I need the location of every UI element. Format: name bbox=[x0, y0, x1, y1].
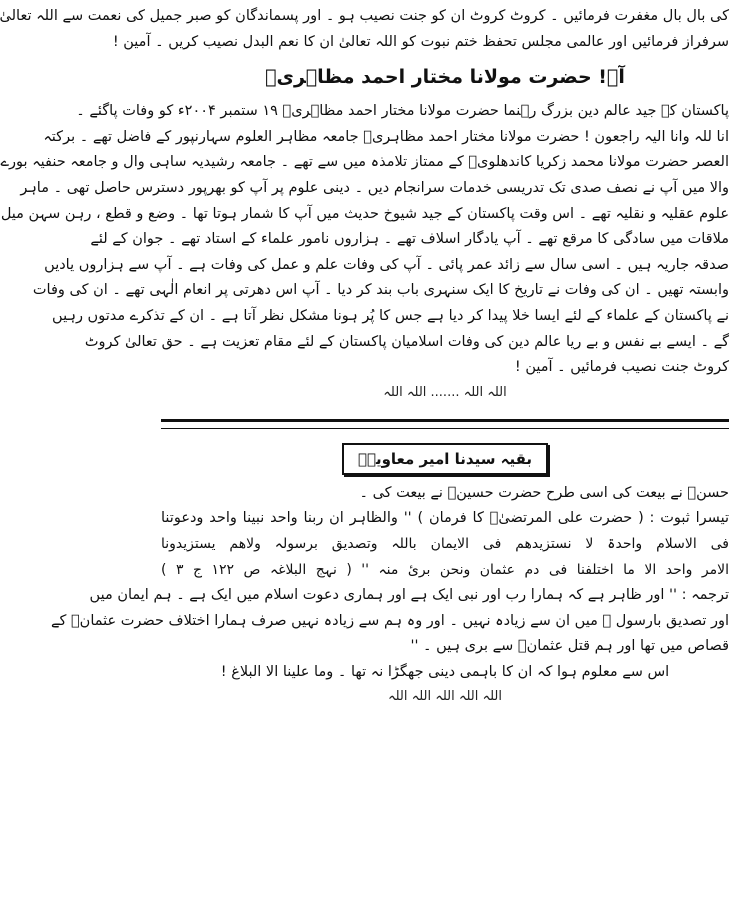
article-line: صدقہ جاریہ ہیں ۔ اسی سال سے زائد عمر پائی ۔ آپ کی وفات علم و عمل کی وفات ہے ۔ آپ سے ہزاروں یادیں bbox=[44, 256, 729, 273]
continuation-line: اور تصدیق بارسول ﷺ میں ان سے زیادہ نہیں ۔ اور وہ ہم سے زیادہ نہیں صرف ہمارا اختلاف حضرت عثمانؓ کے bbox=[50, 612, 729, 629]
article-line: علوم عقلیہ و نقلیہ تھے ۔ اس وقت پاکستان کے جید شیوخ حدیث میں آپ کا شمار ہوتا تھا ۔ وضع و قطع ، رہن سہن میل bbox=[0, 205, 729, 222]
continuation-arabic-line: الامر واحد الا ما اختلفنا فی دم عثمان ونحن بریٔ منہ '' ( نہج البلاغہ ص ۱۲۲ ج ۳ ) bbox=[161, 561, 730, 578]
continuation-end-ornament: اللہ اللہ اللہ اللہ اللہ bbox=[388, 689, 502, 705]
article-line: العصر حضرت مولانا محمد زکریا کاندھلویؒ کے ممتاز تلامذہ میں سے تھے ۔ جامعہ رشیدیہ ساہی وال و جامعہ حنفیہ بورے bbox=[0, 154, 729, 171]
article-line: انا للہ وانا الیہ راجعون ! حضرت مولانا مختار احمد مظاہریؒ جامعہ مظاہر العلوم سہارنپور کے فاضل تھے ۔ برکتہ bbox=[43, 128, 729, 145]
article-title: آہ! حضرت مولانا مختار احمد مظاہریؒ bbox=[265, 66, 625, 89]
continuation-line: ترجمہ : '' اور ظاہر ہے کہ ہمارا رب اور نبی ایک ہے اور ہماری دعوت اسلام میں ایک ہے ۔ ہم ایمان میں bbox=[89, 587, 729, 604]
article-line: ملاقات میں سادگی کا مرقع تھے ۔ آپ یادگار اسلاف تھے ۔ ہزاروں نامور علماء کے استاد تھے ۔ جوان کے لئے bbox=[90, 231, 729, 248]
section-divider bbox=[161, 419, 729, 429]
continuation-header bbox=[161, 443, 729, 475]
continuation-line: قصاص میں تھا اور ہم قتل عثمانؓ سے بری ہیں ۔ '' bbox=[410, 638, 729, 655]
intro-paragraph bbox=[0, 4, 729, 55]
article-line: پاکستان کے جید عالم دین بزرگ رہنما حضرت مولانا مختار احمد مظاہریؒ ۱۹ ستمبر ۲۰۰۴ء کو وفات پاگئے ۔ bbox=[76, 103, 729, 120]
continuation-title-box: بقیہ سیدنا امیر معاویہؓ bbox=[342, 443, 548, 475]
continuation-line: حسنؓ نے بیعت کی اسی طرح حضرت حسینؓ نے بیعت کی ۔ bbox=[359, 484, 729, 501]
article-line: والا میں آپ نے نصف صدی تک تدریسی خدمات سرانجام دیں ۔ دینی علوم پر آپ کو بھرپور دسترس حاصل تھی ۔ ماہر bbox=[20, 179, 729, 196]
intro-line-2: سرفراز فرمائیں اور عالمی مجلس تحفظ ختم نبوت کو اللہ تعالیٰ ان کا نعم البدل نصیب کریں ۔ آمین ! bbox=[112, 33, 729, 50]
article-end-ornament: اللہ اللہ ....... اللہ اللہ bbox=[383, 384, 507, 400]
article-line: گے ۔ ایسے بے نفس و بے ریا عالم دین کی وفات اسلامیان پاکستان کے لئے مقام تعزیت ہے ۔ حق تعالیٰ کروٹ bbox=[84, 333, 729, 350]
article-line: کروٹ جنت نصیب فرمائیں ۔ آمین ! bbox=[514, 359, 729, 376]
continuation-arabic-line: فی الاسلام واحدۃ لا نستزیدھم فی الایمان باللہ وتصدیق برسولہ ولاھم یستزیدونا bbox=[161, 535, 729, 552]
continuation-closing-line: اس سے معلوم ہوا کہ ان کا باہمی دینی جھگڑا نہ تھا ۔ وما علینا الا البلاغ ! bbox=[220, 663, 670, 680]
article-body bbox=[0, 99, 729, 381]
continuation-line: تیسرا ثبوت : ( حضرت علی المرتضیٰؓ کا فرمان ) '' والظاہر ان ربنا واحد نبینا واحد ودعوتنا bbox=[161, 510, 729, 527]
continuation-body bbox=[50, 481, 730, 686]
intro-line-1: کی بال بال مغفرت فرمائیں ۔ کروٹ کروٹ ان کو جنت نصیب ہو ۔ اور پسماندگان کو صبر جمیل کی نعمت سے اللہ تعالیٰ bbox=[0, 8, 729, 24]
article-line: وابستہ تھیں ۔ ان کی وفات نے تاریخ کا ایک سنہری باب بند کر دیا ۔ آپ اس دھرتی پر انعام الٰہی تھے ۔ ان کی وفات bbox=[32, 282, 729, 299]
article-line: نے پاکستان کے علماء کے لئے ایسا خلا پیدا کر دیا ہے جس کا پُر ہونا مشکل نظر آتا ہے ۔ ان کے تذکرے مدتوں رہیں bbox=[52, 307, 729, 324]
